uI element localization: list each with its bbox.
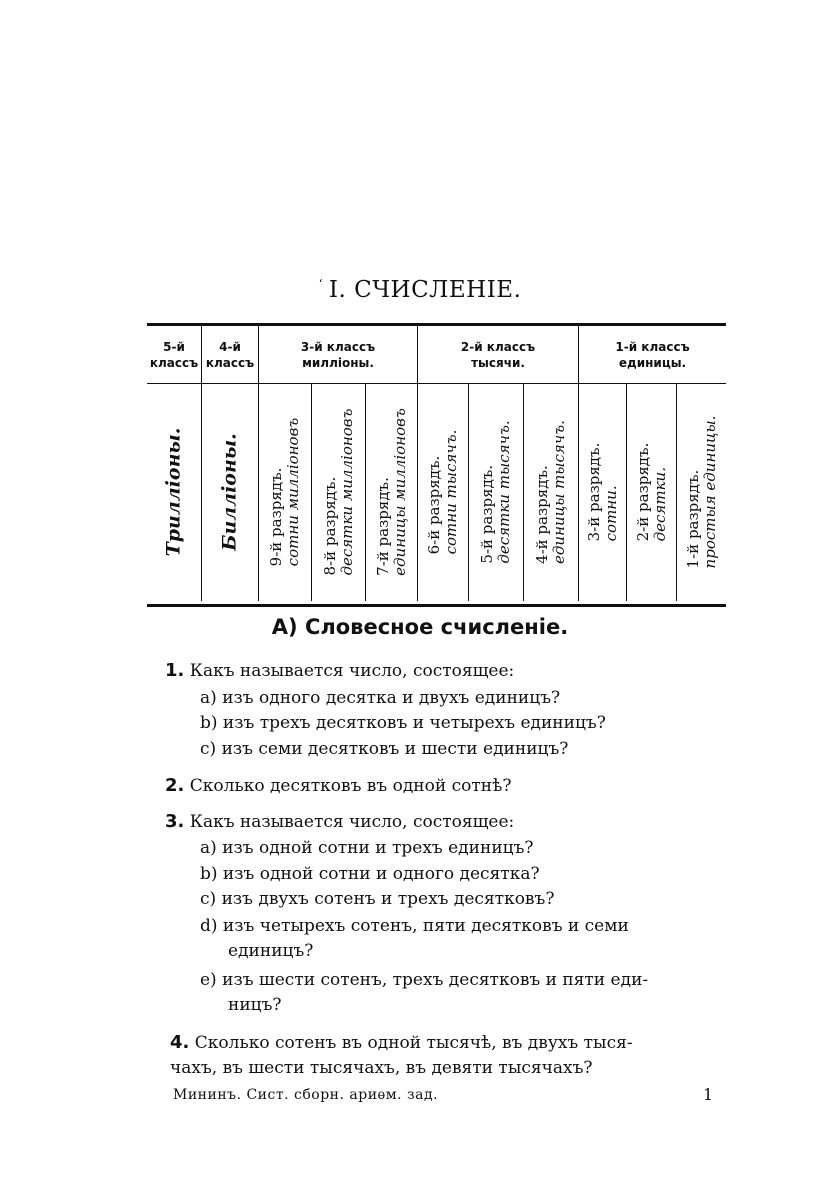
problem-1a [200, 688, 560, 708]
problem-4 [170, 1032, 633, 1053]
problem-text: Сколько сотенъ въ одной тысячѣ, въ двухъ тыся- [194, 1033, 633, 1053]
item-label: e) [200, 970, 217, 990]
header-class-3: 3-й классъ милліоны. [259, 326, 418, 383]
column-rank-9: 9-й разрядъ. сотни милліоновъ [259, 383, 312, 601]
item-label: b) [200, 864, 218, 884]
header-class-2: 2-й классъ тысячи. [418, 326, 579, 383]
header-class-1: 1-й классъ единицы. [615, 339, 690, 370]
item-label: a) [200, 838, 217, 858]
item-label: a) [200, 688, 217, 708]
item-text: ницъ? [228, 995, 282, 1015]
problem-3 [165, 811, 514, 832]
problem-3c [200, 889, 554, 909]
column-label: Билліоны. [218, 433, 241, 551]
place-value-table [147, 323, 726, 607]
problem-3e-cont [228, 995, 282, 1015]
header-class-5: 5-й классъ [147, 326, 202, 383]
item-label: d) [200, 916, 218, 936]
problem-number: 4. [170, 1032, 190, 1053]
item-text: единицъ? [228, 941, 314, 961]
problem-number: 3. [165, 811, 185, 832]
problem-number: 2. [165, 775, 185, 796]
item-text: изъ шести сотенъ, трехъ десятковъ и пяти еди- [222, 970, 649, 990]
problem-text: Сколько десятковъ въ одной сотнѣ? [189, 776, 512, 796]
column-rank-5: 5-й разрядъ. десятки тысячъ. [469, 383, 524, 601]
page-number: 1 [703, 1085, 714, 1104]
item-text: изъ одной сотни и трехъ единицъ? [222, 838, 534, 858]
problem-3a [200, 838, 534, 858]
chapter-mark: ʻ [318, 277, 323, 291]
chapter-title [0, 277, 840, 303]
problem-text: Какъ называется число, состоящее: [189, 661, 515, 681]
item-text: изъ трехъ десятковъ и четырехъ единицъ? [222, 713, 606, 733]
problem-3e [200, 970, 648, 990]
footer-source: Мининъ. Сист. сборн. ариѳм. зад. [173, 1087, 439, 1103]
problem-1b [200, 713, 606, 733]
item-label: c) [200, 739, 217, 759]
column-billions [202, 383, 259, 601]
column-rank-6: 6-й разрядъ. сотни тысячъ. [418, 383, 469, 601]
column-rank-2: 2-й разрядъ. десятки. [627, 383, 677, 601]
section-title: А) Словесное счисленіе. [271, 615, 569, 639]
problem-text: чахъ, въ шести тысячахъ, въ девяти тысячахъ? [170, 1058, 593, 1078]
column-rank-1: 1-й разрядъ. простыя единицы. [683, 415, 719, 569]
item-text: изъ одного десятка и двухъ единицъ? [222, 688, 561, 708]
item-label: c) [200, 889, 217, 909]
item-text: изъ семи десятковъ и шести единицъ? [221, 739, 569, 759]
problem-number: 1. [165, 660, 185, 681]
item-text: изъ двухъ сотенъ и трехъ десятковъ? [221, 889, 555, 909]
table-header-row [147, 326, 726, 384]
problem-3d [200, 916, 629, 936]
problem-3d-cont [228, 941, 313, 961]
column-label: Трилліоны. [162, 427, 185, 557]
problem-1 [165, 660, 514, 681]
column-rank-4: 4-й разрядъ. единицы тысячъ. [524, 383, 579, 601]
item-label: b) [200, 713, 218, 733]
header-class-4: 4-й классъ [202, 326, 259, 383]
column-trillions [147, 383, 202, 601]
problem-text: Какъ называется число, состоящее: [189, 812, 515, 832]
problem-1c [200, 739, 568, 759]
problem-3b [200, 864, 540, 884]
column-rank-8: 8-й разрядъ. десятки милліоновъ [312, 383, 366, 601]
column-rank-3: 3-й разрядъ. сотни. [579, 383, 627, 601]
item-text: изъ одной сотни и одного десятка? [222, 864, 540, 884]
chapter-title-text: I. СЧИСЛЕНІЕ. [328, 277, 522, 303]
problem-4-cont [170, 1058, 593, 1078]
item-text: изъ четырехъ сотенъ, пяти десятковъ и семи [222, 916, 629, 936]
column-rank-7: 7-й разрядъ. единицы милліоновъ [366, 383, 418, 601]
problem-2 [165, 775, 511, 796]
